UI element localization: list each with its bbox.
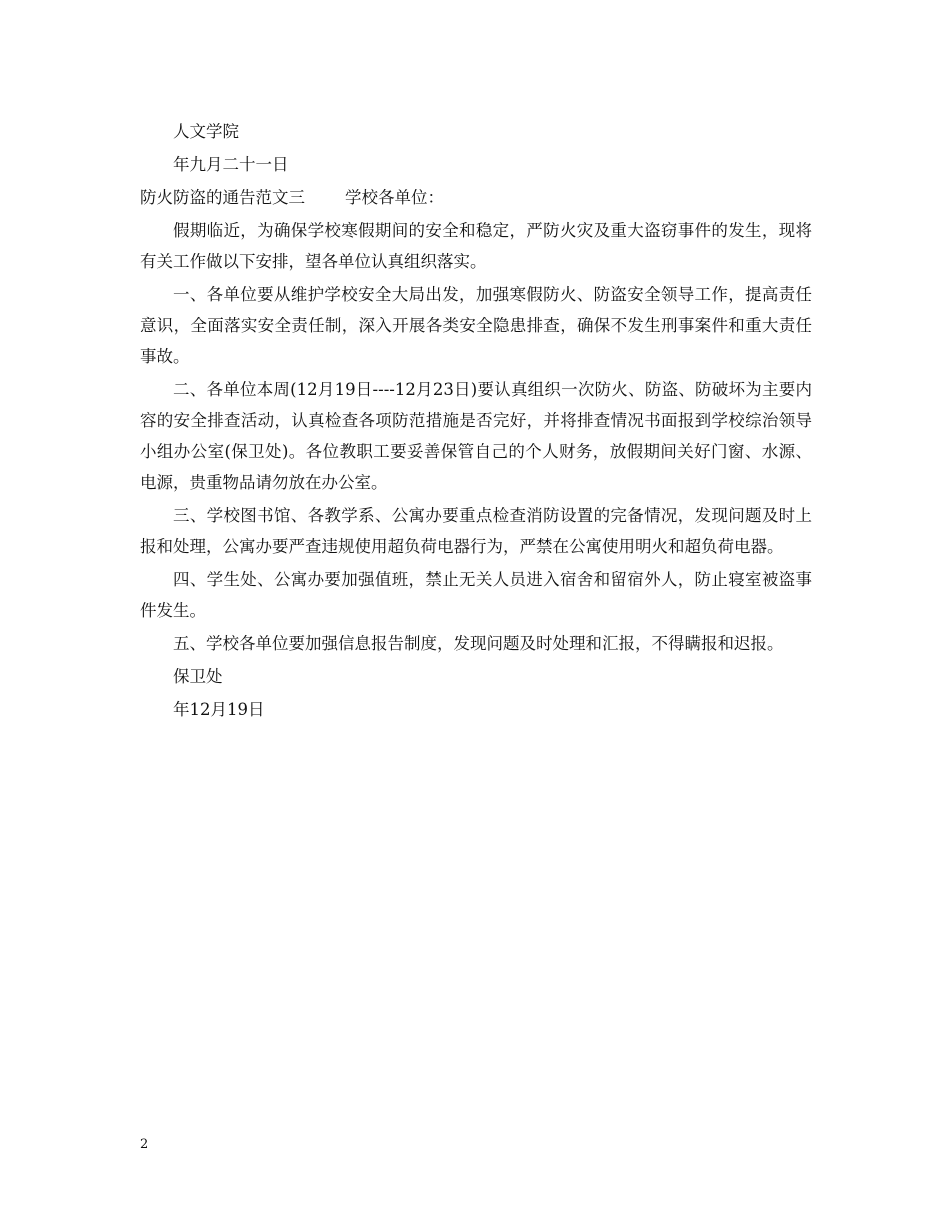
paragraph-item-1: 一、各单位要从维护学校安全大局出发，加强寒假防火、防盗安全领导工作，提高责任意识，全面落实安全责任制，深入开展各类安全隐患排查，确保不发生刑事案件和重大责任事故。 bbox=[140, 285, 812, 366]
paragraph-item-5: 五、学校各单位要加强信息报告制度，发现问题及时处理和汇报，不得瞒报和迟报。 bbox=[173, 634, 784, 653]
page-number: 2 bbox=[140, 1137, 149, 1152]
signature-date-bottom: 年12月19日 bbox=[173, 700, 265, 719]
signature-date-top: 年九月二十一日 bbox=[173, 155, 289, 174]
paragraph-item-3: 三、学校图书馆、各教学系、公寓办要重点检查消防设置的完备情况，发现问题及时上报和处理，公寓办要严查违规使用超负荷电器行为，严禁在公寓使用明火和超负荷电器。 bbox=[140, 506, 812, 556]
paragraph-item-4: 四、学生处、公寓办要加强值班，禁止无关人员进入宿舍和留宿外人，防止寝室被盗事件发生。 bbox=[140, 570, 812, 620]
section-heading-line bbox=[140, 182, 812, 213]
paragraph-intro: 假期临近，为确保学校寒假期间的安全和稳定，严防火灾及重大盗窃事件的发生，现将有关工作做以下安排，望各单位认真组织落实。 bbox=[140, 221, 812, 271]
document-body bbox=[140, 116, 812, 727]
signature-org-top: 人文学院 bbox=[173, 122, 239, 141]
paragraph-item-2: 二、各单位本周(12月19日----12月23日)要认真组织一次防火、防盗、防破坏为主要内容的安全排查活动，认真检查各项防范措施是否完好，并将排查情况书面报到学校综治领导小组办公室(保卫处)。各位教职工要妥善保管自己的个人财务，放假期间关好门窗、水源、电源，贵重物品请勿放在办公室。 bbox=[140, 380, 812, 492]
section-title: 防火防盗的通告范文三 bbox=[140, 188, 305, 207]
salutation: 学校各单位： bbox=[345, 188, 444, 207]
signature-org-bottom: 保卫处 bbox=[173, 667, 223, 686]
